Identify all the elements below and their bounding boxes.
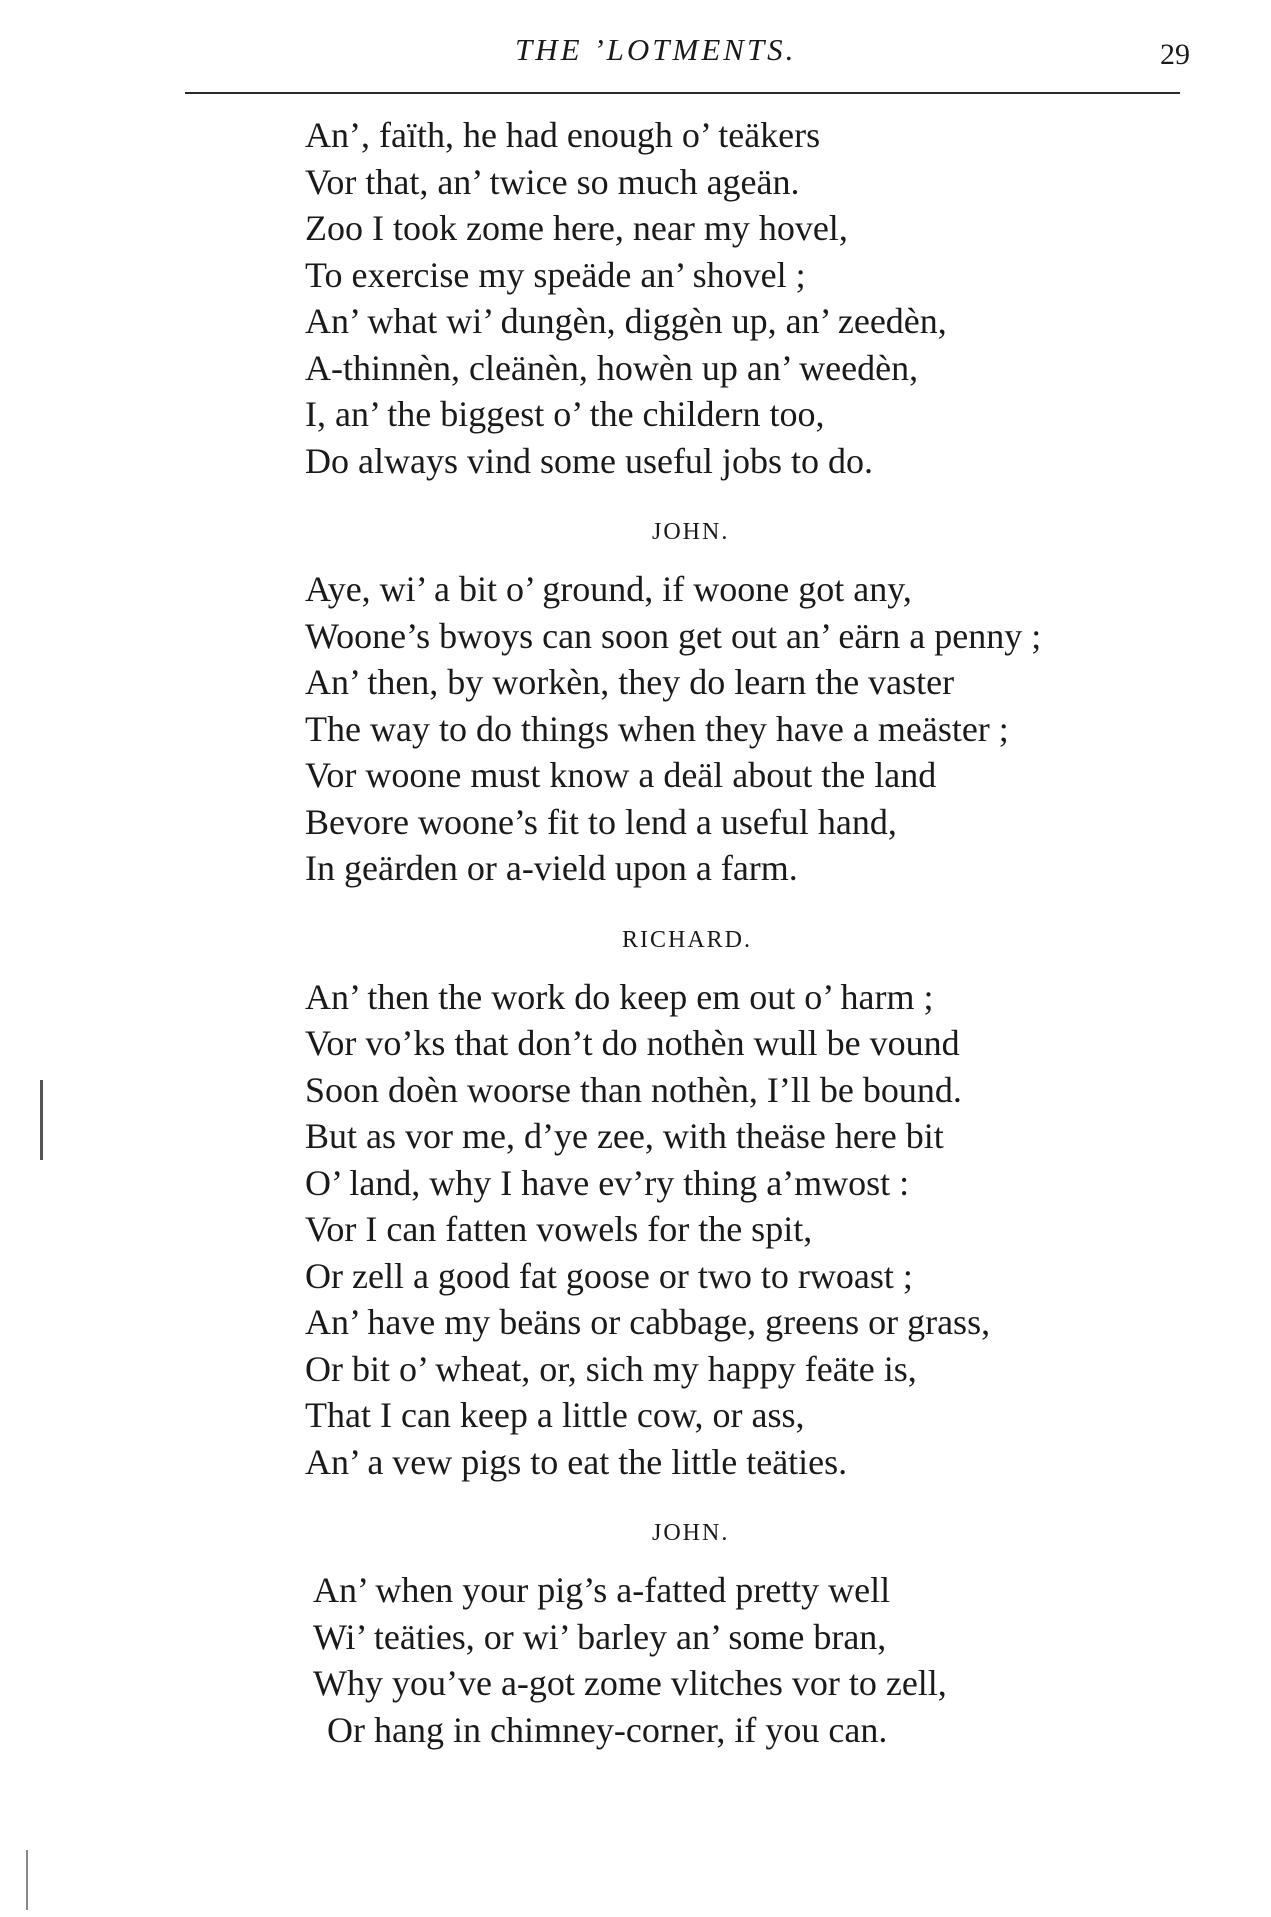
speaker-label-john: JOHN. <box>652 1520 730 1546</box>
verse-line: In geärden or a-vield upon a farm. <box>305 848 798 888</box>
verse-line: I, an’ the biggest o’ the childern too, <box>305 394 825 434</box>
verse-line: Or zell a good fat goose or two to rwoast ; <box>305 1255 913 1296</box>
verse-line: Vor woone must know a deäl about the land <box>305 755 937 795</box>
running-title: THE ’LOTMENTS. <box>515 32 797 67</box>
scan-mark <box>40 1080 43 1160</box>
verse-line: Or hang in chimney-corner, if you can. <box>327 1709 888 1750</box>
verse-line: The way to do things when they have a meäster ; <box>305 708 1009 749</box>
verse-line: A-thinnèn, cleänèn, howèn up an’ weedèn, <box>305 347 919 388</box>
page-number: 29 <box>1160 38 1190 71</box>
verse-line: An’ a vew pigs to eat the little teäties. <box>305 1441 848 1482</box>
verse-line: Wi’ teäties, or wi’ barley an’ some bran, <box>313 1616 887 1657</box>
verse-line: Aye, wi’ a bit o’ ground, if woone got any, <box>305 569 912 609</box>
verse-line: But as vor me, d’ye zee, with theäse here bit <box>305 1116 944 1156</box>
poem-text <box>305 112 1185 1753</box>
header-rule <box>185 92 1180 94</box>
verse-line: Zoo I took zome here, near my hovel, <box>305 208 848 248</box>
verse-line: Or bit o’ wheat, or, sich my happy feäte is, <box>305 1348 917 1389</box>
stanza-3 <box>305 974 1185 1486</box>
verse-line: Soon doèn woorse than nothèn, I’ll be bound. <box>305 1069 962 1110</box>
verse-line: An’ then, by workèn, they do learn the vaster <box>305 662 955 702</box>
stanza-4 <box>305 1567 1185 1753</box>
verse-line: Woone’s bwoys can soon get out an’ eärn a penny ; <box>305 615 1042 656</box>
scan-mark <box>26 1850 28 1910</box>
verse-line: An’ have my beäns or cabbage, greens or grass, <box>305 1302 991 1342</box>
verse-line: Vor I can fatten vowels for the spit, <box>305 1209 813 1249</box>
speaker-label-john: JOHN. <box>652 519 730 545</box>
stanza-2 <box>305 566 1185 892</box>
verse-line: Vor vo’ks that don’t do nothèn wull be vound <box>305 1023 960 1063</box>
verse-line: O’ land, why I have ev’ry thing a’mwost : <box>305 1162 910 1203</box>
speaker-label-richard: RICHARD. <box>622 926 753 953</box>
stanza-1 <box>305 112 1185 484</box>
verse-line: To exercise my speäde an’ shovel ; <box>305 254 806 295</box>
verse-line: Why you’ve a-got zome vlitches vor to zell, <box>313 1663 947 1703</box>
verse-line: An’ when your pig’s a-fatted pretty well <box>313 1570 891 1610</box>
verse-line: An’, faïth, he had enough o’ teäkers <box>305 115 821 155</box>
verse-line: Vor that, an’ twice so much ageän. <box>305 161 800 202</box>
verse-line: An’ then the work do keep em out o’ harm ; <box>305 976 934 1017</box>
verse-line: Bevore woone’s fit to lend a useful hand, <box>305 801 897 842</box>
verse-line: An’ what wi’ dungèn, diggèn up, an’ zeedèn, <box>305 301 947 341</box>
verse-line: Do always vind some useful jobs to do. <box>305 440 873 481</box>
verse-line: That I can keep a little cow, or ass, <box>305 1395 805 1435</box>
running-head <box>0 30 1271 80</box>
